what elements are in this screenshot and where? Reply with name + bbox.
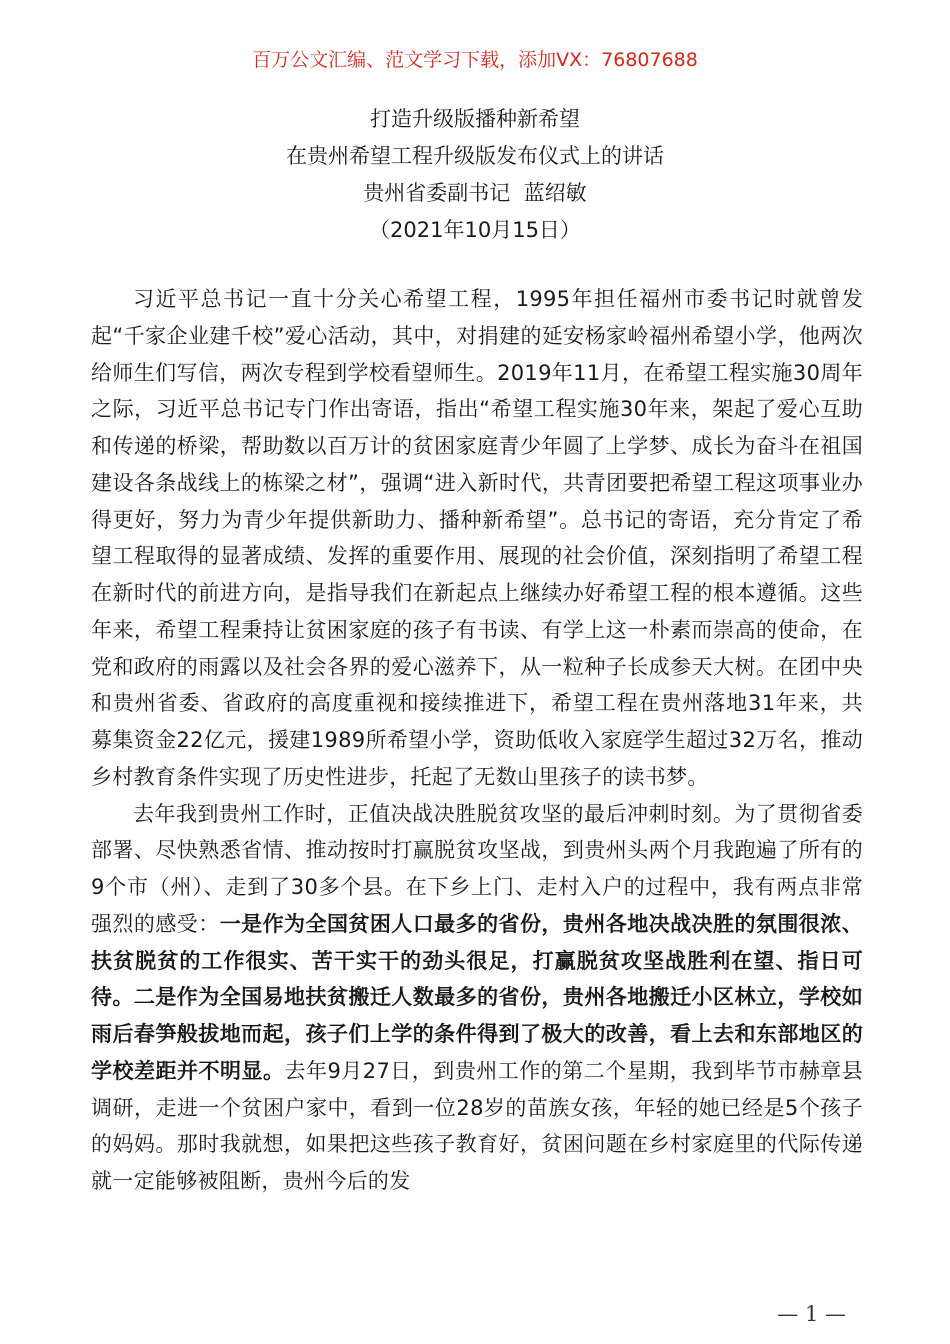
speech-body <box>91 281 863 1200</box>
speech-date: （2021年10月15日） <box>369 218 581 242</box>
speech-subtitle: 在贵州希望工程升级版发布仪式上的讲话 <box>286 144 664 168</box>
page-number: — 1 — <box>777 1302 846 1326</box>
title-block <box>0 101 950 249</box>
paragraph-2-lead: 去年我到贵州工作时，正值决战决胜脱贫攻坚的最后冲刺时刻。为了贯彻省委部署、尽快熟悉省情、推动按时打赢脱贫攻坚战，到贵州头两个月我跑遍了所有的9个市（州）、走到了30多个县。在下乡上门、走村入户的过程中，我有两点非常强烈的感受： <box>91 801 863 936</box>
paragraph-2 <box>91 796 863 1200</box>
paragraph-2-tail: 去年9月27日，到贵州工作的第二个星期，我到毕节市赫章县调研，走进一个贫困户家中，看到一位28岁的苗族女孩，年轻的她已经是5个孩子的妈妈。那时我就想，如果把这些孩子教育好，贫困问题在乡村家庭里的代际传递就一定能够被阻断，贵州今后的发 <box>91 1058 863 1193</box>
speech-title: 打造升级版播种新希望 <box>370 107 580 131</box>
speaker-line: 贵州省委副书记 蓝绍敏 <box>363 181 587 205</box>
paragraph-2-emphasis: 一是作为全国贫困人口最多的省份，贵州各地决战决胜的氛围很浓、扶贫脱贫的工作很实、苦干实干的劲头很足，打赢脱贫攻坚战胜利在望、指日可待。二是作为全国易地扶贫搬迁人数最多的省份，贵州各地搬迁小区林立，学校如雨后春笋般拔地而起，孩子们上学的条件得到了极大的改善，看上去和东部地区的学校差距并不明显。 <box>91 911 863 1083</box>
header-banner: 百万公文汇编、范文学习下载，添加VX：76807688 <box>252 49 698 71</box>
paragraph-1: 习近平总书记一直十分关心希望工程，1995年担任福州市委书记时就曾发起“千家企业建千校”爱心活动，其中，对捐建的延安杨家岭福州希望小学，他两次给师生们写信，两次专程到学校看望师生。2019年11月，在希望工程实施30周年之际，习近平总书记专门作出寄语，指出“希望工程实施30年来，架起了爱心互助和传递的桥梁，帮助数以百万计的贫困家庭青少年圆了上学梦、成长为奋斗在祖国建设各条战线上的栋梁之材”，强调“进入新时代，共青团要把希望工程这项事业办得更好，努力为青少年提供新助力、播种新希望”。总书记的寄语，充分肯定了希望工程取得的显著成绩、发挥的重要作用、展现的社会价值，深刻指明了希望工程在新时代的前进方向，是指导我们在新起点上继续办好希望工程的根本遵循。这些年来，希望工程秉持让贫困家庭的孩子有书读、有学上这一朴素而崇高的使命，在党和政府的雨露以及社会各界的爱心滋养下，从一粒种子长成参天大树。在团中央和贵州省委、省政府的高度重视和接续推进下，希望工程在贵州落地31年来，共募集资金22亿元，援建1989所希望小学，资助低收入家庭学生超过32万名，推动乡村教育条件实现了历史性进步，托起了无数山里孩子的读书梦。 <box>91 287 863 789</box>
